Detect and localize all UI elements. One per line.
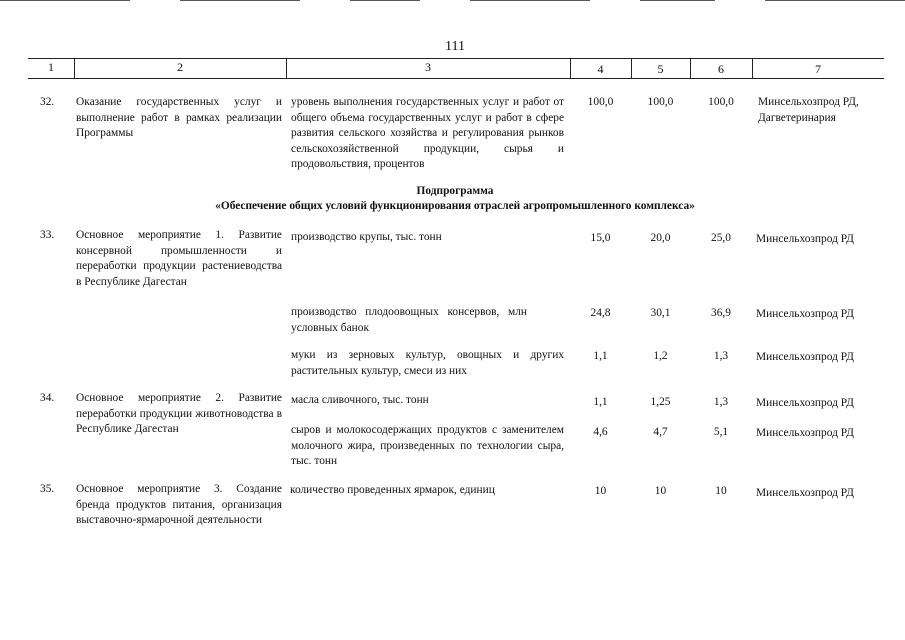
activity-cell: Оказание государственных услуг и выполнение работ в рамках реализации Программы <box>76 96 282 139</box>
scan-edge-line <box>350 0 420 1</box>
column-header-6: 6 <box>718 62 724 76</box>
value-col5: 10 <box>654 485 667 497</box>
value-col5: 100,0 <box>647 96 674 108</box>
indicator-cell: сыров и молокосодержащих продуктов с заменителем молочного жира, произведенных по технологии сыра, тыс. тонн <box>291 424 564 467</box>
page-number: 111 <box>445 39 465 54</box>
scan-edge-line <box>640 0 715 1</box>
column-header-4: 4 <box>597 62 604 76</box>
column-header-2: 2 <box>177 60 183 74</box>
subprogram-title: Подпрограмма <box>416 185 494 197</box>
indicator-cell: производство плодоовощных консервов, млн условных банок <box>291 306 527 334</box>
scan-edge-line <box>765 0 905 1</box>
value-col4: 100,0 <box>587 96 614 108</box>
value-col6: 10 <box>715 485 727 497</box>
value-col6: 1,3 <box>713 350 729 362</box>
executor-cell: Минсельхозпрод РД <box>756 487 854 499</box>
executor-cell: Минсельхозпрод РД <box>756 233 854 245</box>
indicator-cell: уровень выполнения государственных услуг и работ от общего объема государственных услуг и работ в сфере развития сельского хозяйства и регулирования рынков сельскохозяйственной продукции, сырья и продовольствия, процентов <box>291 96 564 170</box>
value-col4: 1,1 <box>593 396 608 408</box>
value-col4: 1,1 <box>593 350 608 362</box>
value-col5: 1,2 <box>653 350 668 362</box>
column-header-3: 3 <box>425 60 431 74</box>
value-col4: 15,0 <box>590 232 611 244</box>
executor-cell: Минсельхозпрод РД <box>756 308 854 320</box>
executor-cell: Минсельхозпрод РД <box>756 351 854 363</box>
indicator-cell: муки из зерновых культур, овощных и других растительных культур, смеси из них <box>291 349 564 377</box>
column-header-5: 5 <box>657 62 664 76</box>
scan-edge-line <box>0 0 130 1</box>
row-number: 34. <box>40 392 55 404</box>
value-col4: 24,8 <box>590 307 611 319</box>
value-col5: 4,7 <box>653 426 668 438</box>
scan-edge-line <box>180 0 300 1</box>
value-col6: 36,9 <box>711 307 731 319</box>
value-col6: 25,0 <box>711 232 731 244</box>
activity-cell: Основное мероприятие 1. Развитие консервной промышленности и переработки продукции растениеводства в Республике Дагестан <box>76 229 282 288</box>
executor-cell: Минсельхозпрод РД, Дагветеринария <box>758 96 859 124</box>
column-header-7: 7 <box>815 62 821 76</box>
value-col4: 4,6 <box>593 426 608 438</box>
value-col5: 30,1 <box>650 307 671 319</box>
indicator-cell: масла сливочного, тыс. тонн <box>291 394 429 406</box>
value-col6: 5,1 <box>713 426 729 438</box>
value-col6: 1,3 <box>713 396 729 408</box>
subprogram-subtitle: «Обеспечение общих условий функционирования отраслей агропромышленного комплекса» <box>215 200 695 212</box>
value-col5: 1,25 <box>650 396 671 408</box>
row-number: 35. <box>40 483 55 495</box>
indicator-cell: производство крупы, тыс. тонн <box>291 231 442 243</box>
executor-cell: Минсельхозпрод РД <box>756 397 854 409</box>
scan-edge-line <box>470 0 590 1</box>
indicator-cell: количество проведенных ярмарок, единиц <box>290 484 495 496</box>
value-col5: 20,0 <box>650 232 671 244</box>
value-col4: 10 <box>594 485 607 497</box>
row-number: 32. <box>40 96 55 108</box>
executor-cell: Минсельхозпрод РД <box>756 427 854 439</box>
activity-cell: Основное мероприятие 3. Создание бренда продуктов питания, организация выставочно-ярмарочной деятельности <box>76 483 282 526</box>
row-number: 33. <box>40 229 55 241</box>
value-col6: 100,0 <box>708 96 734 108</box>
column-header-1: 1 <box>48 60 54 74</box>
activity-cell: Основное мероприятие 2. Развитие переработки продукции животноводства в Республике Дагестан <box>76 392 282 435</box>
